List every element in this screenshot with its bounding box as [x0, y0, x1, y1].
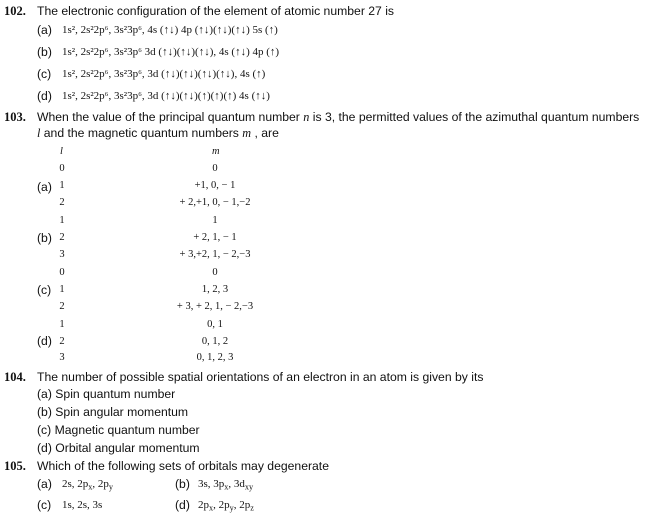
q103-a-l-2: 2 [59, 197, 65, 208]
q103-c-l-2: 2 [59, 301, 65, 312]
q103-option-c-label: (c) [37, 283, 52, 297]
q103-d-l-0: 1 [59, 319, 65, 330]
q104-option-a: (a) Spin quantum number [37, 387, 176, 401]
q103-option-a-label: (a) [37, 180, 52, 194]
q105-text: Which of the following sets of orbitals may degenerate [37, 459, 329, 473]
q105-number: 105. [4, 459, 26, 473]
q103-c-m-1: 1, 2, 3 [201, 284, 229, 295]
q104-option-d: (d) Orbital angular momentum [37, 441, 200, 455]
q104-text: The number of possible spatial orientations of an electron in an atom is given by its [37, 370, 484, 384]
q103-b-m-2: + 3,+2, 1, − 2,−3 [179, 249, 251, 260]
q103-c-l-1: 1 [59, 284, 65, 295]
q103-number: 103. [4, 110, 26, 124]
q105-option-a-label: (a) [37, 477, 52, 491]
q103-c-m-0: 0 [212, 267, 218, 278]
q103-a-m-1: +1, 0, − 1 [194, 180, 236, 191]
q103-b-l-1: 2 [59, 232, 65, 243]
q105-option-b: 3s, $3p_x$, $3d_{xy}$ [198, 478, 254, 492]
q105-option-b-label: (b) [175, 477, 190, 491]
q102-option-c-label: (c) [37, 67, 52, 81]
q105-option-a: 2s, $2p_x$, $2p_y$ [62, 478, 114, 492]
q103-option-d-label: (d) [37, 334, 52, 348]
q102-option-d-label: (d) [37, 89, 52, 103]
q103-a-m-2: + 2,+1, 0, − 1,−2 [179, 197, 251, 208]
q103-c-m-2: + 3, + 2, 1, − 2,−3 [176, 301, 254, 312]
q105-option-d: $2p_x$, $2p_y$, $2p_z$ [198, 499, 254, 513]
q103-b-l-0: 1 [59, 215, 65, 226]
q105-option-c: 1s, 2s, 3s [62, 499, 103, 511]
q102-option-a-label: (a) [37, 23, 52, 37]
q103-d-l-1: 2 [59, 336, 65, 347]
q104-option-b: (b) Spin angular momentum [37, 405, 189, 419]
q103-d-m-2: 0, 1, 2, 3 [196, 352, 234, 363]
q104-option-c: (c) Magnetic quantum number [37, 423, 200, 437]
q103-text-line2: l and the magnetic quantum numbers m , are [37, 126, 279, 140]
q102-option-d-config: 1s², 2s²2p⁶, 3s²3p⁶, 3d (↑↓)(↑↓)(↑)(↑)(↑) 4s (↑↓) [62, 90, 270, 102]
q103-a-l-0: 0 [59, 163, 65, 174]
q102-option-b-label: (b) [37, 45, 52, 59]
q103-b-m-0: 1 [212, 215, 218, 226]
q102-option-a-config: 1s², 2s²2p⁶, 3s²3p⁶, 4s (↑↓) 4p (↑↓)(↑↓)(↑↓) 5s (↑) [62, 24, 278, 36]
q102-option-c-config: 1s², 2s²2p⁶, 3s²3p⁶, 3d (↑↓)(↑↓)(↑↓)(↑↓), 4s (↑) [62, 68, 266, 80]
q103-d-m-1: 0, 1, 2 [201, 336, 229, 347]
q102-number: 102. [4, 4, 26, 18]
q103-b-m-1: + 2, 1, − 1 [193, 232, 237, 243]
q103-a-l-1: 1 [59, 180, 65, 191]
q103-header-m: m [212, 146, 220, 157]
q103-text-line1: When the value of the principal quantum number n is 3, the permitted values of the azimuthal quantum numbers [37, 110, 640, 124]
q103-b-l-2: 3 [59, 249, 65, 260]
q103-d-l-2: 3 [59, 352, 65, 363]
q105-option-d-label: (d) [175, 498, 190, 512]
q103-c-l-0: 0 [59, 267, 65, 278]
q105-option-c-label: (c) [37, 498, 52, 512]
q103-option-b-label: (b) [37, 231, 52, 245]
q103-a-m-0: 0 [212, 163, 218, 174]
q104-number: 104. [4, 370, 26, 384]
q103-header-l: l [60, 146, 63, 157]
q102-option-b-config: 1s², 2s²2p⁶, 3s²3p⁶ 3d (↑↓)(↑↓)(↑↓), 4s (↑↓) 4p (↑) [62, 46, 280, 58]
q103-d-m-0: 0, 1 [207, 319, 223, 330]
q102-text: The electronic configuration of the element of atomic number 27 is [37, 4, 395, 18]
